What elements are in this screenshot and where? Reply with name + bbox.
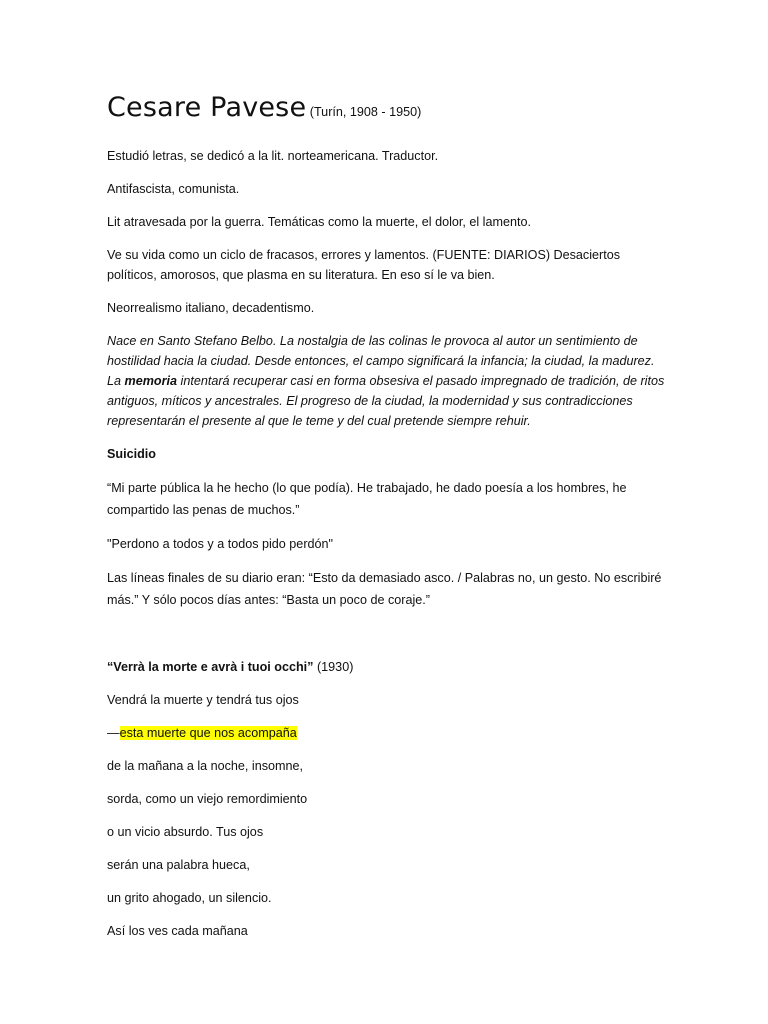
poem-line-3: de la mañana a la noche, insomne, [107,759,304,773]
poem-line-1: Vendrá la muerte y tendrá tus ojos [107,693,299,707]
poem-line-8: Así los ves cada mañana [107,924,248,938]
quote-public-part: “Mi parte pública la he hecho (lo que podía). He trabajado, he dado poesía a los hombres, he compartido las penas de muchos.” [107,481,627,517]
poem-title: “Verrà la morte e avrà i tuoi occhi” [107,660,314,674]
highlighted-text: esta muerte que nos acompaña [119,726,297,740]
poem-line-5: o un vicio absurdo. Tus ojos [107,825,264,839]
quote-diary-final-lines: Las líneas finales de su diario eran: “Esto da demasiado asco. / Palabras no, un gesto. No escribiré más.” Y sólo pocos días antes: “Basta un poco de coraje.” [107,571,662,607]
keyword-memoria: memoria [124,374,178,388]
poem-line-4: sorda, como un viejo remordimiento [107,792,308,806]
document-title: Cesare Pavese [107,92,307,123]
paragraph-birthplace-text-b: intentará recuperar casi en forma obsesiva el pasado impregnado de tradición, de ritos antiguos, míticos y ancestrales. El progreso de la ciudad, la modernidad y sus contradicciones representarán el presente al que le teme y del cual pretende siempre rehuir. [107,374,665,428]
poem-line-7: un grito ahogado, un silencio. [107,891,272,905]
paragraph-movement: Neorrealismo italiano, decadentismo. [107,301,315,315]
paragraph-life-cycle: Ve su vida como un ciclo de fracasos, errores y lamentos. (FUENTE: DIARIOS) Desaciertos políticos, amorosos, que plasma en su literatura. En eso sí le va bien. [107,248,621,282]
document-body [107,90,667,954]
poem-line-2 [107,723,667,743]
paragraph-birthplace [107,331,667,431]
poem-heading [107,657,667,677]
document-subtitle: (Turín, 1908 - 1950) [309,105,422,119]
paragraph-birthplace-text-a: Nace en Santo Stefano Belbo. La nostalgia de las colinas le provoca al autor un sentimiento de hostilidad hacia la ciudad. Desde entonces, el campo significará la infancia; la ciudad, la madurez. La [107,334,655,388]
paragraph-politics: Antifascista, comunista. [107,182,240,196]
poem-year: (1930) [316,660,354,674]
blank-line [107,624,667,657]
quote-forgiveness: "Perdono a todos y a todos pido perdón" [107,537,333,551]
section-heading-suicidio: Suicidio [107,447,156,461]
poem-dash: — [107,726,120,740]
title-line [107,90,667,130]
paragraph-studies: Estudió letras, se dedicó a la lit. norteamericana. Traductor. [107,149,439,163]
paragraph-themes: Lit atravesada por la guerra. Temáticas como la muerte, el dolor, el lamento. [107,215,531,229]
poem-line-6: serán una palabra hueca, [107,858,250,872]
